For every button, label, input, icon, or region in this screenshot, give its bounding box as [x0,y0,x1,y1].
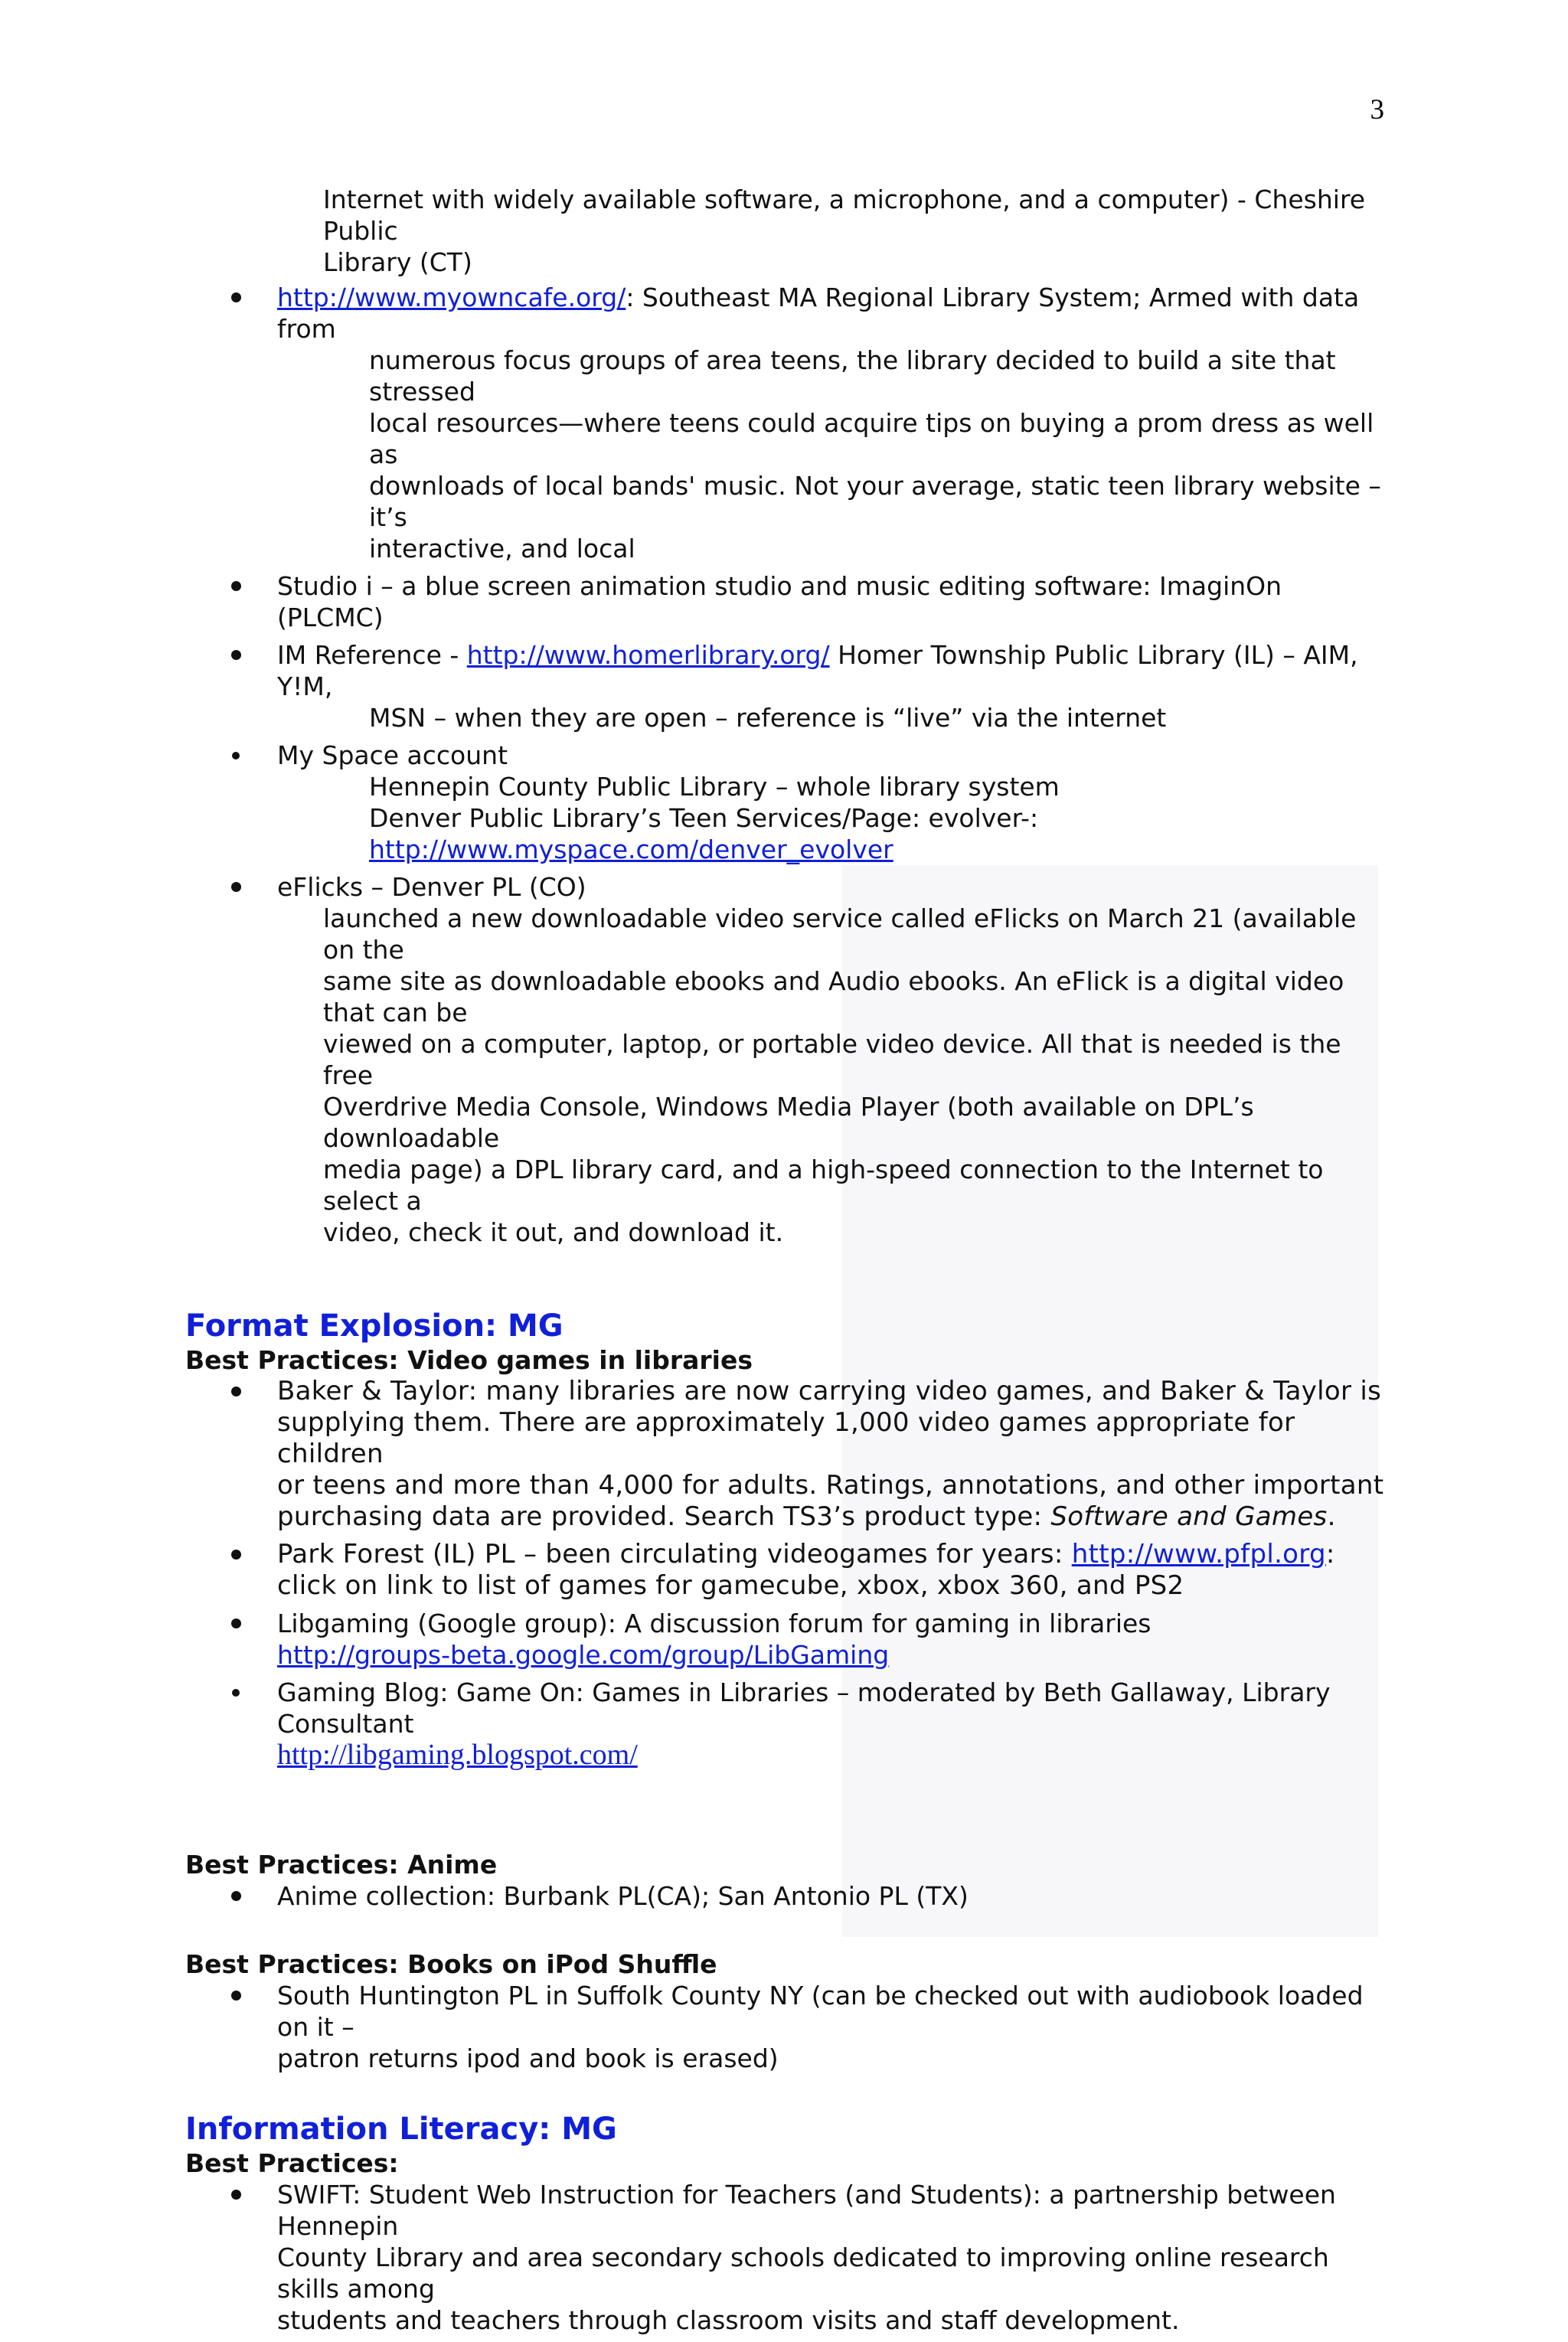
eflicks-para-4: Overdrive Media Console, Windows Media Player (both available on DPL’s downloadable [323,1092,1254,1153]
myowncafe-cont-3: downloads of local bands' music. Not your average, static teen library website – it’s [369,471,1381,532]
video-games-subheading: Best Practices: Video games in libraries [185,1345,753,1375]
bullet-icon [231,1618,241,1628]
im-reference-desc: Homer Township Public Library (IL) – AIM, Y!M, [277,640,1358,701]
myspace-denver-link[interactable]: http://www.myspace.com/denver_evolver [369,835,893,864]
bullet-icon [231,292,241,302]
baker-line-4: purchasing data are provided. Search TS3’s product type: [277,1501,1051,1532]
eflicks-para-5: media page) a DPL library card, and a high-speed connection to the Internet to select a [323,1155,1324,1216]
best-practices-subheading: Best Practices: [185,2148,399,2178]
eflicks-para-1: launched a new downloadable video service called eFlicks on March 21 (available on the [323,903,1357,965]
bullet-icon [231,1550,241,1560]
list-item-park-forest [185,1539,1395,1602]
park-forest-colon: : [1325,1539,1335,1569]
intro-line-1: Internet with widely available software, a microphone, and a computer) - Cheshire Public [323,185,1366,246]
park-forest-line-2: click on link to list of games for gamecube, xbox, xbox 360, and PS2 [277,1570,1184,1601]
intro-continuation [185,184,1395,278]
bullet-icon [231,1891,241,1901]
anime-text: Anime collection: Burbank PL(CA); San Antonio PL (TX) [277,1881,969,1911]
list-item-gaming-blog [185,1677,1395,1771]
myowncafe-link[interactable]: http://www.myowncafe.org/ [277,283,626,312]
list-item-south-huntington [185,1980,1395,2074]
ipod-line-1: South Huntington PL in Suffolk County NY (can be checked out with audiobook loaded on it – [277,1981,1364,2042]
myowncafe-cont-4: interactive, and local [369,534,635,563]
baker-line-1: Baker & Taylor: many libraries are now carrying video games, and Baker & Taylor is [277,1376,1382,1406]
information-literacy-heading: Information Literacy: MG [185,2112,617,2147]
list-item-im-reference [185,639,1395,733]
myowncafe-cont-1: numerous focus groups of area teens, the library decided to build a site that stressed [369,345,1336,407]
baker-period: . [1327,1501,1336,1532]
myspace-text: My Space account [277,740,508,770]
anime-subheading: Best Practices: Anime [185,1850,498,1880]
list-item-myspace [185,740,1395,865]
swift-line-2: County Library and area secondary schools dedicated to improving online research skills among [277,2242,1329,2304]
homerlibrary-link[interactable]: http://www.homerlibrary.org/ [466,640,830,670]
outreach-list [185,282,1395,1248]
format-explosion-heading: Format Explosion: MG [185,1308,564,1344]
myspace-sub-2: Denver Public Library’s Teen Services/Page: evolver-: [369,803,1039,833]
myspace-sub-1: Hennepin County Public Library – whole library system [369,772,1060,802]
list-item-eflicks [185,871,1395,1248]
list-item-myowncafe [185,282,1395,564]
bullet-icon [231,882,241,892]
bullet-icon [231,581,241,591]
park-forest-text: Park Forest (IL) PL – been circulating videogames for years: [277,1539,1072,1569]
bullet-icon [231,650,241,660]
intro-line-2: Library (CT) [323,247,472,277]
baker-line-2: supplying them. There are approximately 1,000 video games appropriate for children [277,1407,1295,1469]
eflicks-para-3: viewed on a computer, laptop, or portable video device. All that is needed is the free [323,1029,1341,1090]
bullet-icon [231,1387,241,1396]
document-body [185,184,1395,2342]
page-number: 3 [1370,94,1384,126]
list-item-swift [185,2179,1395,2336]
eflicks-text: eFlicks – Denver PL (CO) [277,872,586,902]
anime-list [185,1880,1395,1912]
libgaming-blog-link[interactable]: http://libgaming.blogspot.com/ [277,1739,638,1771]
gaming-blog-text: Gaming Blog: Game On: Games in Libraries – moderated by Beth Gallaway, Library Consultant [277,1677,1331,1739]
bullet-icon [232,752,240,759]
libgaming-text: Libgaming (Google group): A discussion forum for gaming in libraries [277,1609,1152,1638]
libgaming-group-link[interactable]: http://groups-beta.google.com/group/LibGaming [277,1640,890,1670]
ipod-subheading: Best Practices: Books on iPod Shuffle [185,1949,717,1979]
myowncafe-cont-2: local resources—where teens could acquire tips on buying a prom dress as well as [369,408,1374,469]
pfpl-link[interactable]: http://www.pfpl.org [1071,1539,1326,1569]
bullet-icon [232,1689,240,1697]
list-item-studio-i [185,570,1395,633]
im-reference-label: IM Reference - [277,640,467,670]
list-item-libgaming [185,1608,1395,1671]
baker-product-type: Software and Games [1050,1501,1328,1532]
eflicks-para-2: same site as downloadable ebooks and Audio ebooks. An eFlick is a digital video that can be [323,966,1344,1027]
ipod-line-2: patron returns ipod and book is erased) [277,2043,779,2073]
swift-line-3: students and teachers through classroom visits and staff development. [277,2305,1180,2335]
eflicks-para-6: video, check it out, and download it. [323,1217,784,1247]
studio-i-text: Studio i – a blue screen animation studio and music editing software: ImaginOn (PLCMC) [277,571,1282,632]
list-item-baker-taylor [185,1376,1395,1533]
swift-line-1: SWIFT: Student Web Instruction for Teachers (and Students): a partnership between Hennepin [277,2180,1336,2241]
im-reference-cont: MSN – when they are open – reference is “live” via the internet [369,703,1167,733]
bullet-icon [231,1991,241,2001]
myowncafe-desc: : Southeast MA Regional Library System; Armed with data from [277,283,1360,344]
baker-line-3: or teens and more than 4,000 for adults. Ratings, annotations, and other important [277,1470,1384,1501]
video-games-list [185,1376,1395,1771]
info-literacy-list [185,2179,1395,2336]
ipod-list [185,1980,1395,2074]
bullet-icon [231,2190,241,2200]
list-item-anime [185,1880,1395,1912]
